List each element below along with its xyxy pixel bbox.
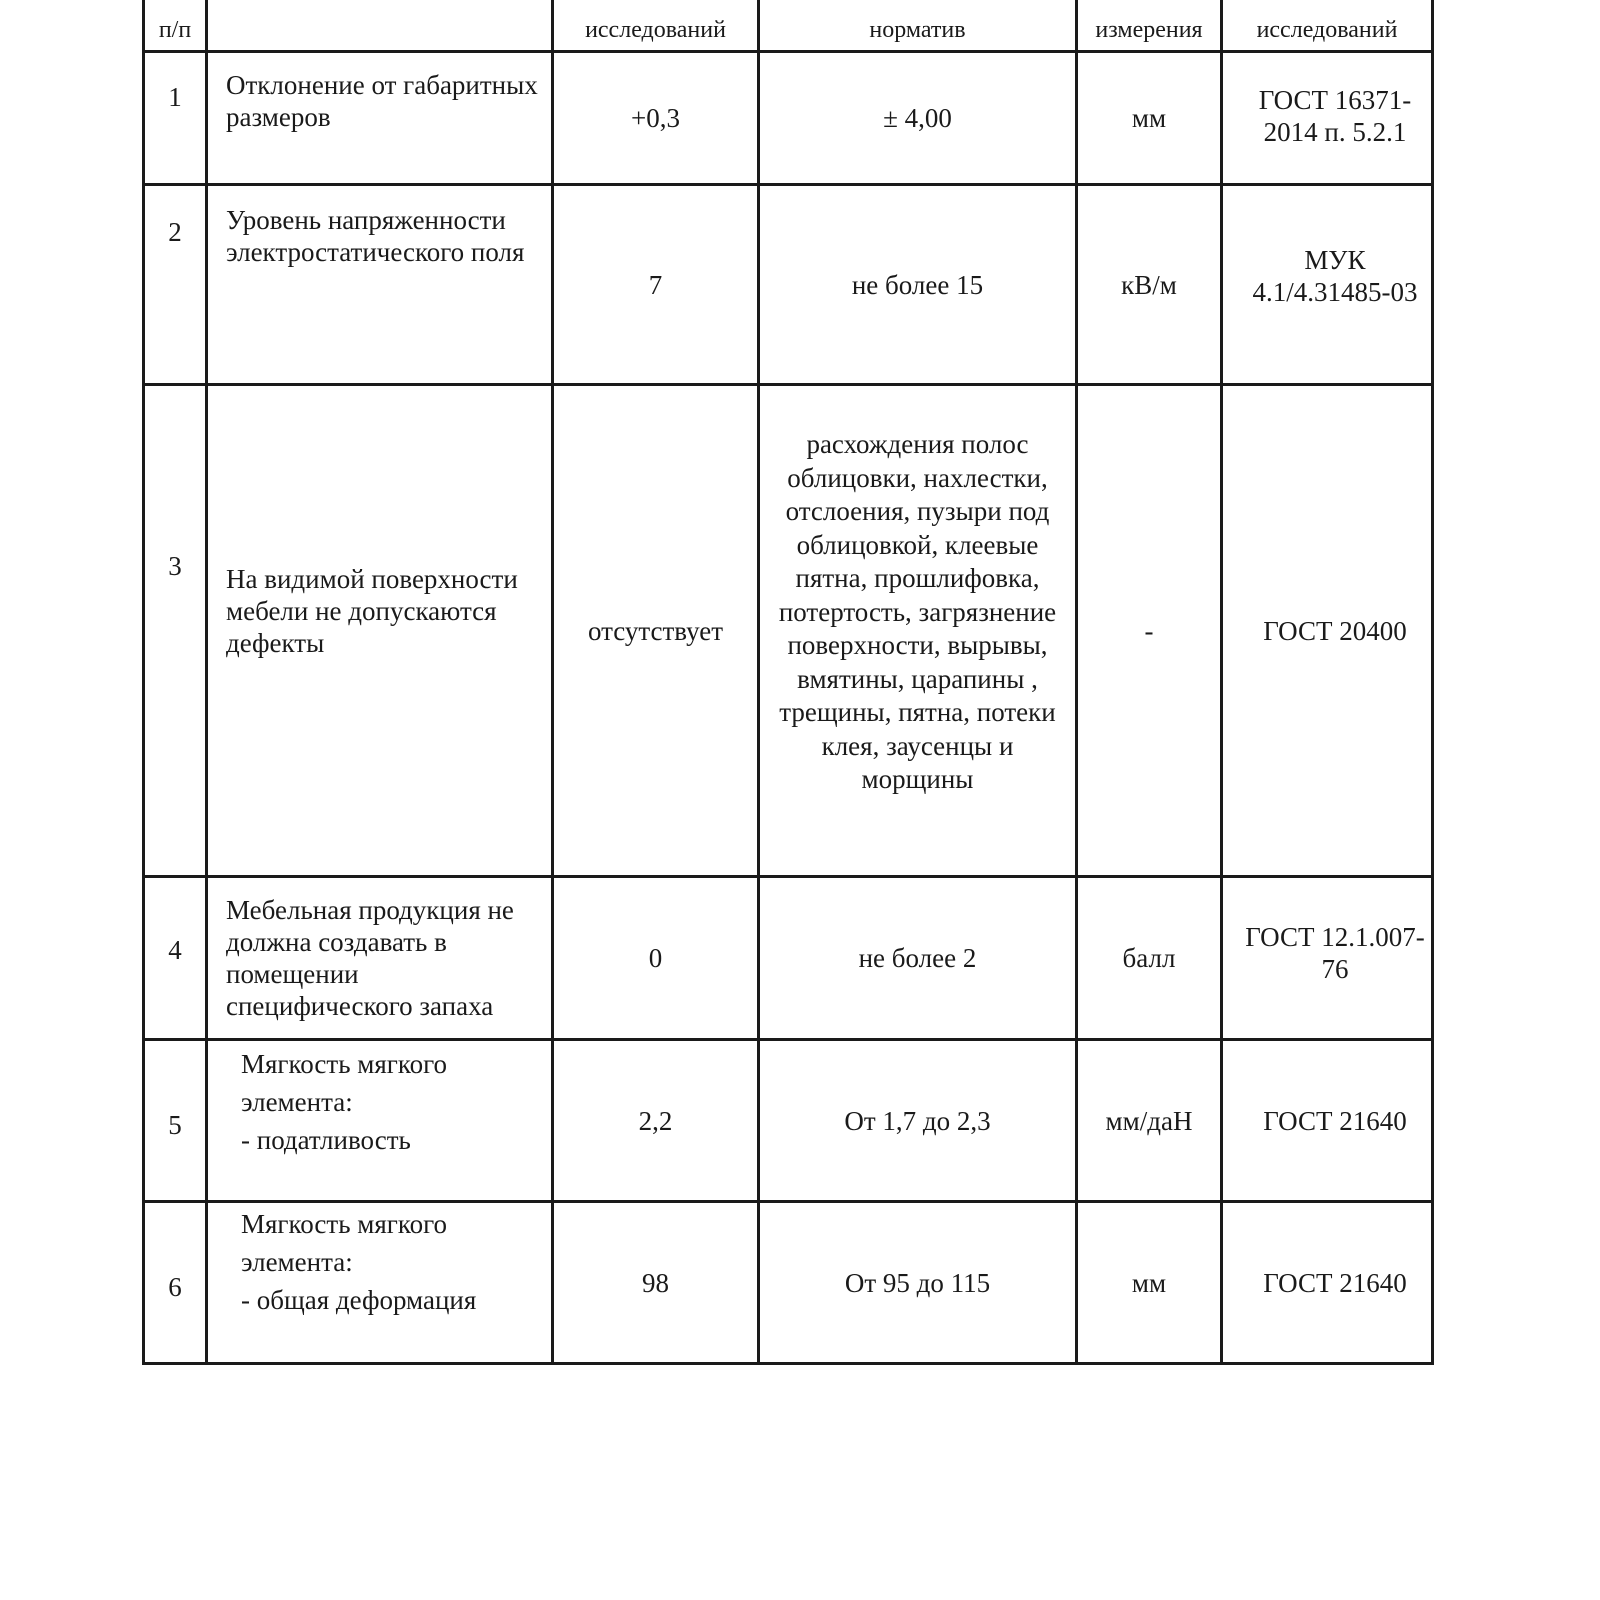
indicator-name [207,1040,553,1202]
table-row [144,1040,1433,1202]
norm-value: От 95 до 115 [759,1202,1077,1364]
unit-value: мм [1077,52,1222,185]
result-value: 2,2 [553,1040,759,1202]
header-name [207,0,553,52]
header-norm: норматив [759,0,1077,52]
table-row [144,877,1433,1040]
table-row [144,185,1433,385]
norm-value: ± 4,00 [759,52,1077,185]
method-value: ГОСТ 16371-2014 п. 5.2.1 [1222,52,1433,185]
indicator-name-sub: - податливость [241,1125,411,1155]
indicator-name-main: Мягкость мягкого элемента: [241,1049,447,1117]
row-number: 6 [144,1202,207,1364]
result-value: отсутствует [553,385,759,877]
unit-value: мм [1077,1202,1222,1364]
indicator-name: Отклонение от габаритных размеров [207,52,553,185]
header-result: исследований [553,0,759,52]
header-method: исследований [1222,0,1433,52]
table-row [144,52,1433,185]
table-header-row [144,0,1433,52]
norm-value: расхождения полос облицовки, нахлестки, отслоения, пузыри под облицовкой, клеевые пятна, прошлифовка, потертость, загрязнение поверхности, вырывы, вмятины, царапины , трещины, пятна, потеки клея, заусенцы и морщины [759,385,1077,877]
row-number: 4 [144,877,207,1040]
row-number: 3 [144,385,207,877]
results-table [142,0,1434,1365]
indicator-name: Уровень напряженности электростатического поля [207,185,553,385]
indicator-name [207,1202,553,1364]
norm-value: не более 2 [759,877,1077,1040]
unit-value: мм/даН [1077,1040,1222,1202]
norm-value: От 1,7 до 2,3 [759,1040,1077,1202]
row-number: 2 [144,185,207,385]
unit-value: - [1077,385,1222,877]
header-num: п/п [144,0,207,52]
table-row [144,385,1433,877]
unit-value: балл [1077,877,1222,1040]
result-value: 7 [553,185,759,385]
method-value: ГОСТ 12.1.007-76 [1222,877,1433,1040]
result-value: 0 [553,877,759,1040]
row-number: 5 [144,1040,207,1202]
indicator-name: На видимой поверхности мебели не допускаются дефекты [207,385,553,877]
indicator-name-sub: - общая деформация [241,1285,477,1315]
unit-value: кВ/м [1077,185,1222,385]
method-value: МУК 4.1/4.31485-03 [1222,185,1433,385]
method-value: ГОСТ 20400 [1222,385,1433,877]
row-number: 1 [144,52,207,185]
norm-value: не более 15 [759,185,1077,385]
result-value: 98 [553,1202,759,1364]
table-row [144,1202,1433,1364]
indicator-name: Мебельная продукция не должна создавать в помещении специфического запаха [207,877,553,1040]
method-value: ГОСТ 21640 [1222,1040,1433,1202]
method-value: ГОСТ 21640 [1222,1202,1433,1364]
result-value: +0,3 [553,52,759,185]
indicator-name-main: Мягкость мягкого элемента: [241,1209,447,1277]
header-unit: измерения [1077,0,1222,52]
